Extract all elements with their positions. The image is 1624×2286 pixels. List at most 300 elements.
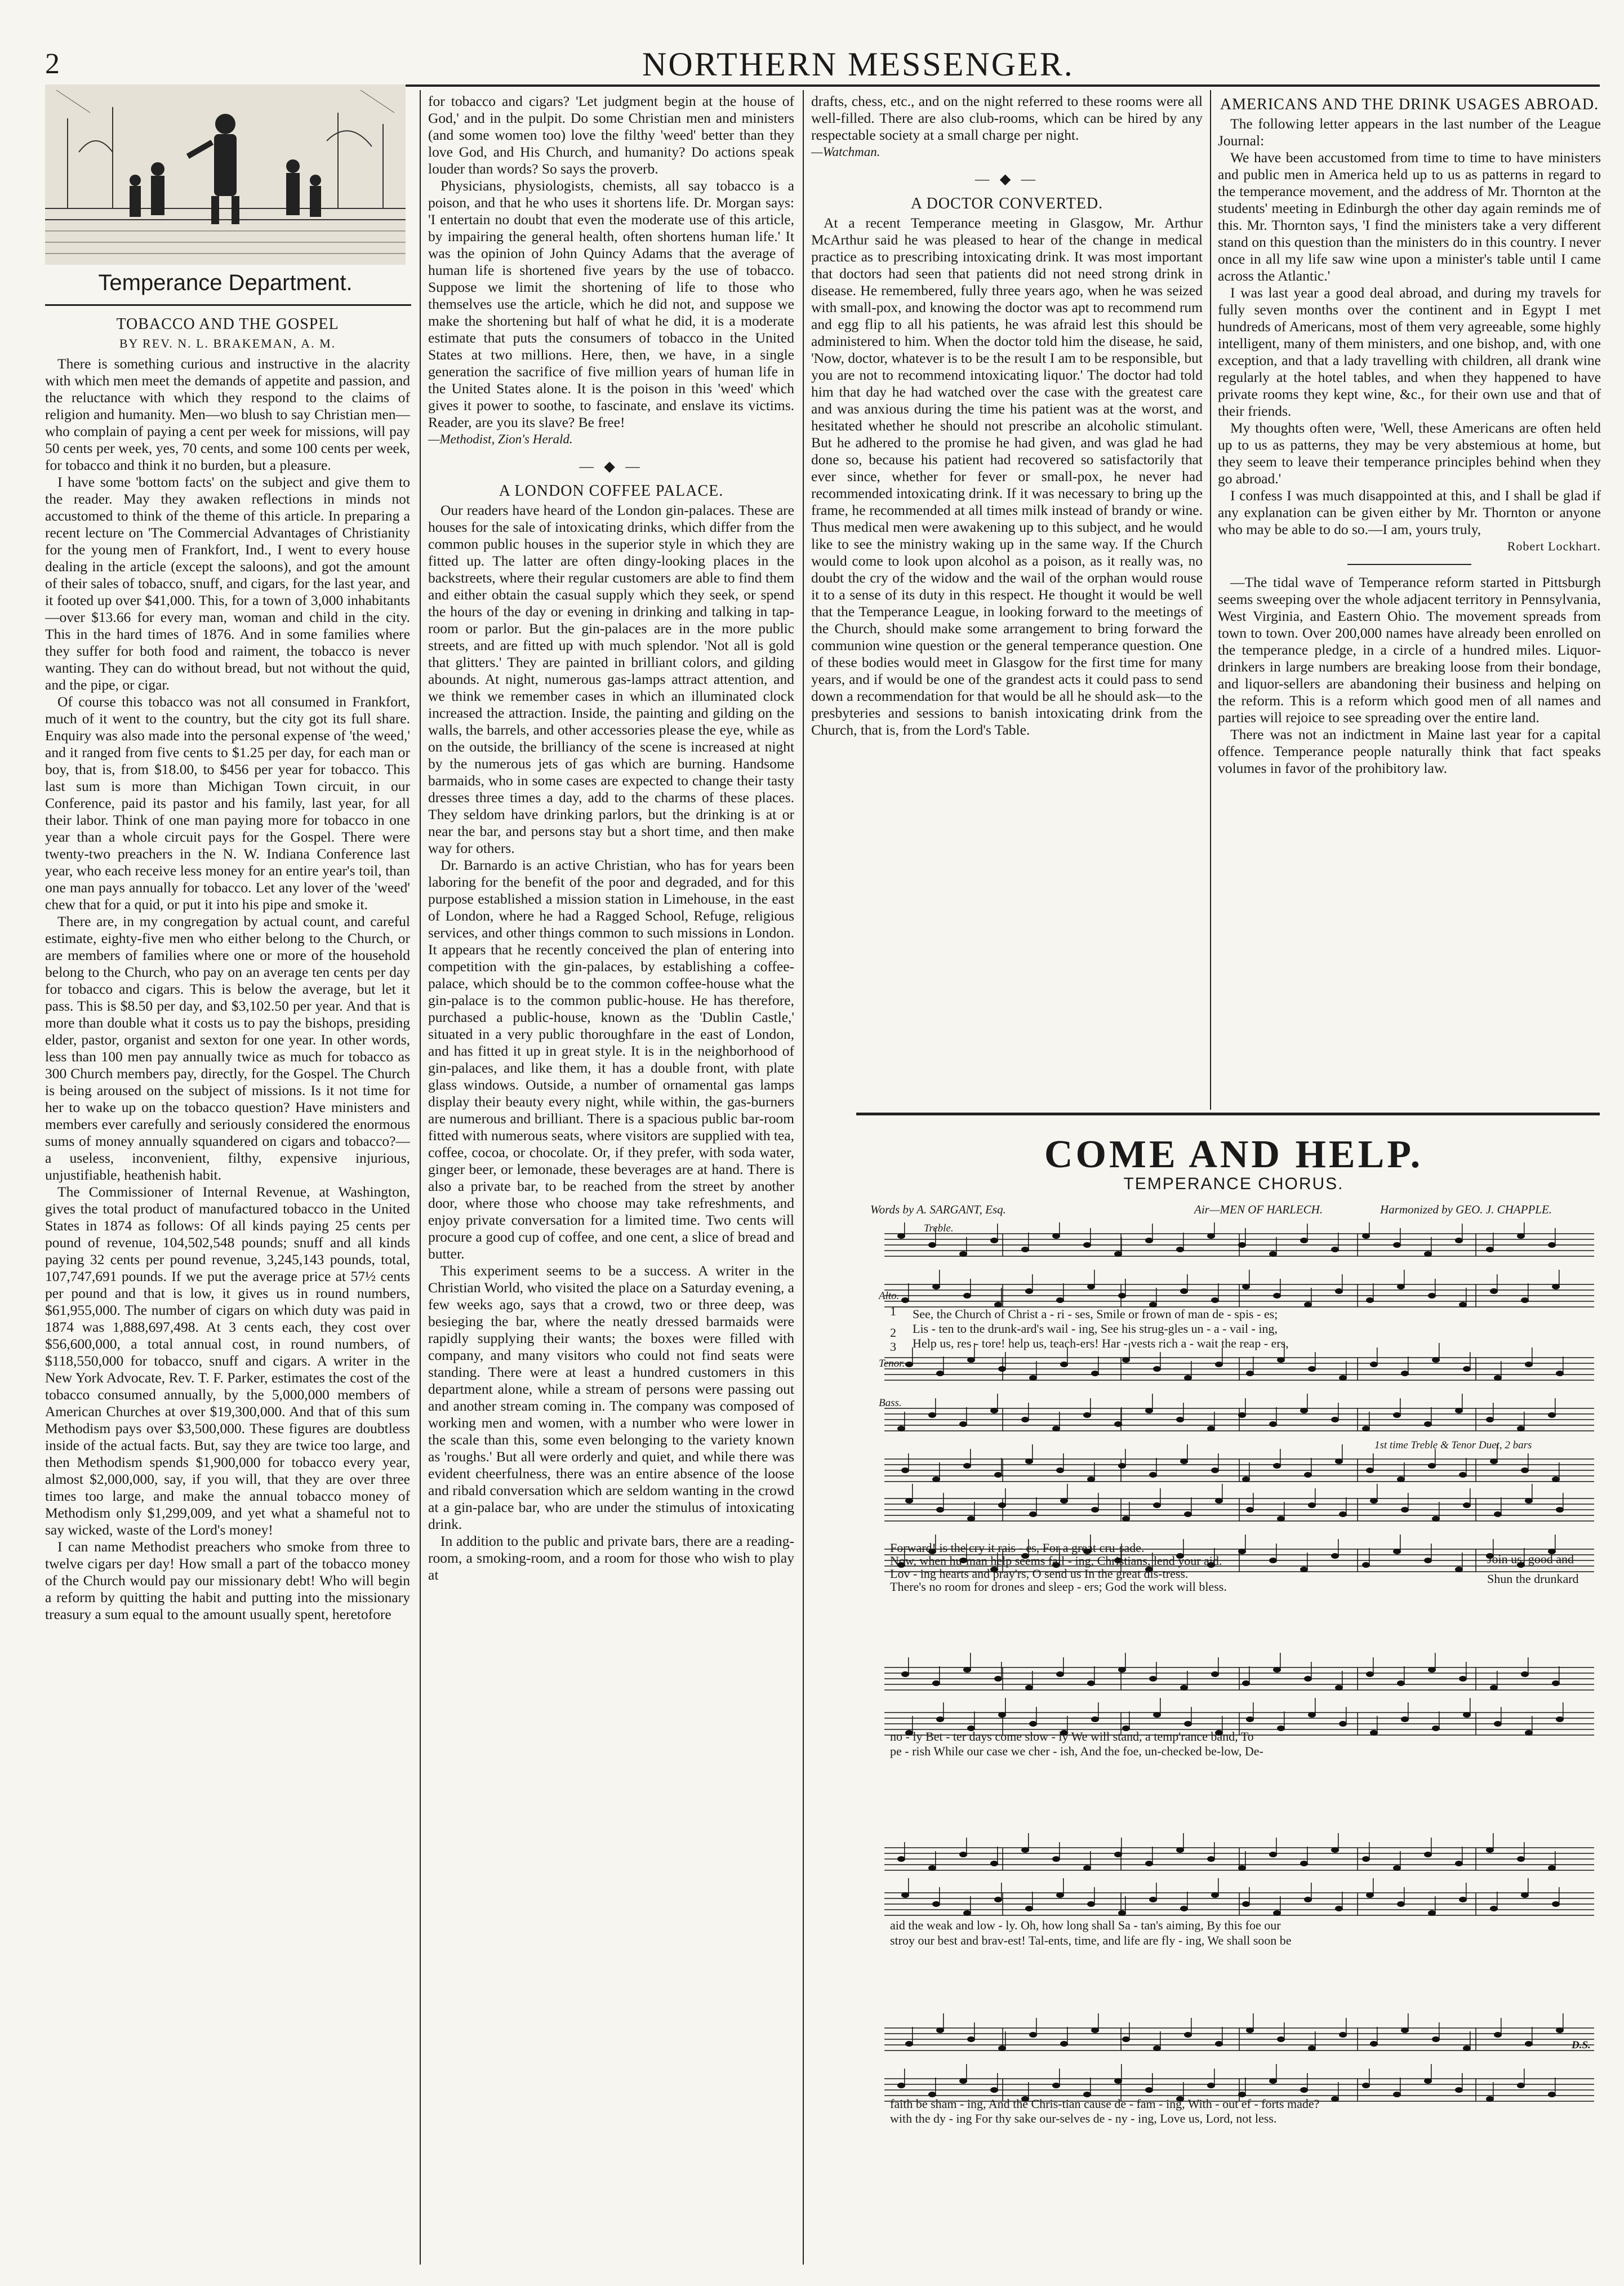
note-stem — [1501, 1361, 1502, 1378]
note-head — [1052, 1233, 1060, 1239]
note-stem — [1005, 1488, 1006, 1505]
note-head — [1463, 1502, 1471, 1508]
note-head — [1490, 1685, 1498, 1691]
note-head — [1521, 1892, 1529, 1898]
paragraph: Dr. Barnardo is an active Christian, who has for years been laboring for the benefit of the poor and degraded, and for this purpose established a mission station in Limehouse, in the east of London, where he had a Ragged School, Refuge, religious services, and other things common to such missions in London. It appears that he recently conceived the plan of entering into competition with the gin-palaces, by establishing a coffee-palace, which should be to the common coffee-house what the gin-palace is to the common public-house. He has therefore, purchased a public-house, known as the 'Dublin Castle,' situated in a very public thoroughfare in the east of London, and has fitted it up in great style. It is in the neighborhood of gin-palaces, and like them, it has a double front, with plate glass windows. Outside, a number of ornamental gas lamps display their beauty every night, while within, the gas-burners are numerous and brilliant. There is a spacious public bar-room fitted with numerous seats, where visitors are supplied with tea, coffee, cocoa, or chocolate. Or, if they prefer, with soda water, ginger beer, or lemonade, these beverages are at hand. There is also a private bar, to be reached from the street by another door, where those who choose may take refreshments, and enjoy private conversation for a limited time. Two cents will procure a good cup of coffee, and one cent, a slice of bread and butter. — [428, 857, 794, 1262]
note-head — [1211, 1671, 1219, 1677]
note-stem — [1470, 1352, 1471, 1369]
note-head — [1494, 1721, 1502, 1727]
note-stem — [1129, 1711, 1130, 1728]
note-stem — [943, 1702, 944, 1719]
note-stem — [1501, 1497, 1502, 1514]
note-stem — [974, 2022, 975, 2039]
note-head — [1428, 1293, 1436, 1298]
note-head — [990, 2087, 998, 2093]
paragraph: for tobacco and cigars? 'Let judgment begin at the house of God,' and in the pulpit. Do some Christian men and ministers (and some women too) love the filthy 'weed' better than they love God, and His Church, and humanity? Do actions speak louder than words? So says the proverb. — [428, 93, 794, 177]
note-stem — [1156, 1288, 1157, 1305]
note-stem — [1214, 1842, 1215, 1859]
note-stem — [1094, 1887, 1095, 1904]
note-head — [1552, 1284, 1560, 1289]
note-stem — [1532, 2027, 1533, 2044]
note-head — [1277, 1725, 1285, 1731]
note-head — [998, 2045, 1006, 2051]
note-stem — [1532, 1484, 1533, 1501]
note-head — [1552, 1476, 1560, 1482]
note-head — [1401, 1507, 1409, 1513]
note-stem — [1307, 1847, 1308, 1864]
note-head — [1401, 1371, 1409, 1376]
temperance-engraving — [45, 84, 406, 265]
note-stem — [1191, 1707, 1192, 1724]
note-stem — [1125, 1449, 1126, 1466]
note-stem — [1222, 2027, 1223, 2044]
note-stem — [970, 1449, 971, 1466]
paragraph: drafts, chess, etc., and on the night referred to these rooms were all well-filled. There are also club-rooms, which can be hired by any respectable society at a small charge per night. — [811, 93, 1203, 143]
paragraph: I was last year a good deal abroad, and during my travels for fully seven months over the continent and in Egypt I met hundreds of Americans, most of them very agreeable, some highly intelligent, many of them ministers, and one bishop, and, with one exception, and that a lady travelling with children, all drank wine regularly at the hotel tables, and when they happened to have private rooms they kept wine, &c., for their own use and that of their friends. — [1218, 284, 1601, 419]
note-stem — [1559, 1270, 1560, 1287]
note-head — [901, 1671, 909, 1677]
column-rule — [1210, 90, 1211, 1110]
newspaper-title: NORTHERN MESSENGER. — [642, 46, 1074, 83]
note-head — [1362, 1562, 1370, 1568]
note-stem — [1059, 1222, 1060, 1236]
note-stem — [1493, 1833, 1494, 1850]
note-head — [1060, 2041, 1068, 2047]
note-stem — [1245, 1851, 1246, 1868]
note-stem — [1183, 1403, 1184, 1420]
note-head — [1393, 1865, 1401, 1871]
note-stem — [1090, 2078, 1091, 2094]
page-number: 2 — [45, 48, 60, 80]
note-stem — [1183, 1833, 1184, 1850]
note-head — [1308, 1712, 1316, 1718]
column-rule — [803, 90, 804, 2265]
paragraph: In addition to the public and private bars, there are a reading-room, a smoking-room, and a room for those who wish to play at — [428, 1533, 794, 1583]
note-stem — [966, 2064, 967, 2081]
note-stem — [1404, 1270, 1405, 1287]
note-stem — [1098, 1702, 1099, 1719]
note-stem — [1036, 1497, 1037, 1514]
article-byline: BY REV. N. L. BRAKEMAN, A. M. — [119, 336, 336, 350]
note-stem — [1338, 1403, 1339, 1420]
note-stem — [1218, 1283, 1219, 1300]
note-head — [1114, 2078, 1122, 2084]
note-head — [1552, 1680, 1560, 1686]
note-head — [1021, 1847, 1029, 1853]
department-heading: Temperance Department. — [98, 270, 353, 295]
note-stem — [1125, 1653, 1126, 1670]
note-stem — [1067, 1484, 1068, 1501]
short-rule — [1347, 564, 1471, 565]
note-stem — [1338, 1539, 1339, 1556]
note-stem — [1253, 1357, 1254, 1373]
note-head — [1455, 1861, 1463, 1866]
section-ornament: — ◆ — — [579, 458, 643, 474]
lyric-line: stroy our best and brav-est! Tal-ents, time, and life are fly - ing, We shall soon be — [890, 1933, 1292, 1947]
note-head — [1153, 1366, 1161, 1372]
note-stem — [1497, 1274, 1498, 1291]
note-stem — [1400, 1535, 1401, 1551]
column-middle — [428, 93, 794, 2262]
lyric-line: pe - rish While our case we cher - ish, And the foe, un-checked be-low, De- — [890, 1744, 1263, 1758]
note-head — [1149, 1676, 1157, 1682]
note-stem — [1373, 1283, 1374, 1300]
note-stem — [1218, 1453, 1219, 1470]
note-stem — [1466, 1288, 1467, 1305]
note-head — [1300, 1861, 1308, 1866]
note-head — [1269, 1251, 1277, 1257]
note-stem — [974, 1502, 975, 1519]
note-head — [1300, 1567, 1308, 1572]
note-head — [1494, 1511, 1502, 1517]
note-head — [998, 1712, 1006, 1718]
paragraph: —The tidal wave of Temperance reform started in Pittsburgh seems sweeping over the whole adjacent territory in Pennsylvania, West Virginia, and Eastern Ohio. The movement spreads from town to town. Over 200,000 names have already been enrolled on the temperance pledge, in a circle of a hundred miles. Liquor-drinkers in large numbers are breaking loose from their bondage, and liquor-sellers are abandoning their business and helping on the reform. This is a reform which good men of all names and parties will rejoice to see spreading over the entire land. — [1218, 574, 1601, 726]
note-stem — [908, 1453, 909, 1470]
note-head — [1432, 1357, 1440, 1363]
note-stem — [1338, 1833, 1339, 1850]
note-stem — [1563, 1702, 1564, 1719]
note-stem — [1315, 1352, 1316, 1369]
letter-signature: Robert Lockhart. — [1507, 539, 1601, 553]
note-head — [1242, 1680, 1250, 1686]
note-head — [1521, 1297, 1529, 1303]
note-head — [1145, 1861, 1153, 1866]
note-head — [1025, 1685, 1033, 1691]
note-head — [1211, 1892, 1219, 1898]
note-stem — [939, 1666, 940, 1683]
note-stem — [1121, 1838, 1122, 1854]
note-stem — [1497, 1892, 1498, 1909]
note-head — [1277, 1516, 1285, 1522]
note-head — [1238, 1242, 1246, 1248]
note-stem — [1431, 1407, 1432, 1424]
treble-label: Treble. — [924, 1222, 954, 1234]
note-head — [963, 1667, 971, 1673]
note-stem — [1160, 1352, 1161, 1369]
note-head — [1087, 1476, 1095, 1482]
note-head — [1246, 1716, 1254, 1722]
note-stem — [1028, 1403, 1029, 1420]
note-stem — [1373, 1453, 1374, 1470]
note-stem — [997, 1847, 998, 1864]
note-head — [1118, 1293, 1126, 1298]
note-head — [1277, 1357, 1285, 1363]
note-stem — [1191, 2018, 1192, 2035]
note-stem — [904, 1842, 905, 1859]
note-stem — [1342, 1892, 1343, 1909]
note-stem — [904, 2069, 905, 2085]
note-head — [1362, 1426, 1370, 1431]
note-stem — [1559, 1666, 1560, 1683]
note-head — [990, 1408, 998, 1413]
note-head — [1428, 1910, 1436, 1916]
note-head — [1029, 1375, 1037, 1381]
note-head — [1331, 1417, 1339, 1422]
note-head — [1083, 1242, 1091, 1248]
note-stem — [1462, 1847, 1463, 1864]
note-stem — [1338, 2082, 1339, 2099]
note-stem — [1435, 1279, 1436, 1296]
note-stem — [1462, 1224, 1463, 1240]
note-head — [998, 1366, 1006, 1372]
note-stem — [1439, 1502, 1440, 1519]
paragraph: The Commissioner of Internal Revenue, at Washington, gives the total product of manufactured tobacco in the United States in 1874 as follows: Of all kinds paying 25 cents per pound of revenue, 104,502,548 pounds; snuff and all kinds paying 32 cents per pound revenue, 3,245,143 pounds, total, 107,747,691 pounds. If we put the average price at 57½ cents per pound and that is low, it gives us in round numbers, $61,955,000. The number of cigars on which duty was paid in 1874 was 1,888,697,498. At 3 cents each, they cost over $56,600,000, a total annual cost, in round numbers, of $118,550,000 for tobacco, snuff and cigars. A writer in the New York Advocate, Rev. T. F. Parker, estimates the cost of the tobacco consumed annually, by the 5,000,000 members of American Churches at over $19,300,000. And that of this sum Methodism pays over $3,500,000. These figures are doubtless inside of the actual facts. But, say they are twice too large, and then Methodism spends $1,900,000 for tobacco every year, almost $2,000,000, say, if you will, that they are over three times too large, and make the annual tobacco money of Methodism only $1,299,009, and yet what a shameful not to say wicked, waste of the Lord's money! — [45, 1184, 410, 1538]
note-head — [1393, 1549, 1401, 1554]
note-head — [1153, 1712, 1161, 1718]
alto-label: Alto. — [879, 1290, 900, 1302]
note-head — [928, 1865, 936, 1871]
note-stem — [1032, 1274, 1033, 1291]
note-stem — [1063, 1878, 1064, 1895]
note-head — [897, 2083, 905, 2088]
song-title: COME AND HELP. — [1044, 1133, 1423, 1176]
note-stem — [1098, 1357, 1099, 1373]
section-ornament: — ◆ — — [975, 171, 1039, 187]
note-stem — [1369, 1842, 1370, 1859]
duet-direction: 1st time Treble & Tenor Duet, 2 bars — [1374, 1439, 1532, 1451]
paragraph: Physicians, physiologists, chemists, all say tobacco is a poison, and that he who uses it shortens life. Dr. Morgan says: 'I entertain no doubt that even the moderate use of this article, by impairing the general health, often shortens human life.' It was the opinion of John Quincy Adams that the average of human life is shortened five years by the use of tobacco. Suppose we limit the shortening of life to those who themselves use the article, which he did not, and suppose we make the shortening but half of what he did, it is a moderate estimate that puts the consumers of tobacco in the United States at two millions. Here, then, we have, in a single generation the sacrifice of five million years of human life in the United States alone. It is the poison in this 'weed' which gives it power to soothe, to fascinate, and enslave its victims. Reader, are you its slave? Be free! — [428, 177, 794, 430]
lyric-line: Lis - ten to the drunk-ard's wail - ing, See his strug-gles un - a - vail - ing, — [913, 1322, 1278, 1336]
note-head — [1207, 1426, 1215, 1431]
note-stem — [1152, 2073, 1153, 2090]
note-stem — [1528, 1283, 1529, 1300]
song-words-credit: Words by A. SARGANT, Esq. — [870, 1203, 1006, 1216]
note-stem — [997, 1394, 998, 1411]
note-stem — [1346, 1361, 1347, 1378]
note-head — [1486, 1847, 1494, 1853]
note-stem — [1524, 2069, 1525, 2085]
note-stem — [1342, 1444, 1343, 1461]
note-stem — [912, 1484, 913, 1501]
note-stem — [1555, 2078, 1556, 2094]
note-stem — [1466, 1662, 1467, 1679]
note-head — [1211, 1467, 1219, 1473]
note-head — [1331, 1247, 1339, 1252]
note-head — [1273, 1667, 1281, 1673]
note-stem — [1524, 1842, 1525, 1859]
column-right — [1218, 93, 1601, 1107]
note-head — [994, 1472, 1002, 1478]
note-head — [1273, 1910, 1281, 1916]
note-head — [1238, 1549, 1246, 1554]
note-stem — [1001, 1288, 1002, 1305]
note-head — [959, 1251, 967, 1257]
note-stem — [1462, 2073, 1463, 2090]
note-head — [1145, 2087, 1153, 2093]
note-stem — [904, 1412, 905, 1429]
note-head — [963, 1910, 971, 1916]
note-head — [1238, 1412, 1246, 1418]
note-head — [1463, 2045, 1471, 2051]
note-stem — [1431, 1237, 1432, 1254]
note-stem — [1036, 1707, 1037, 1724]
note-head — [1114, 1421, 1122, 1427]
note-stem — [1214, 1222, 1215, 1236]
note-stem — [1307, 1394, 1308, 1411]
note-head — [1273, 1293, 1281, 1298]
note-stem — [997, 1224, 998, 1240]
note-head — [932, 1680, 940, 1686]
note-head — [1118, 1667, 1126, 1673]
song-air-credit: Air—MEN OF HARLECH. — [1194, 1203, 1323, 1216]
note-stem — [1493, 1233, 1494, 1249]
note-head — [1114, 1251, 1122, 1257]
note-head — [967, 1357, 975, 1363]
note-stem — [1245, 1398, 1246, 1415]
note-head — [1056, 1671, 1064, 1677]
note-head — [1114, 1852, 1122, 1857]
note-head — [1300, 2087, 1308, 2093]
note-head — [1370, 1362, 1378, 1367]
paragraph: My thoughts often were, 'Well, these Americans are often held up to us as patterns, they may be very abstemious at home, but they seem to leave their temperance principles behind when they go abroad.' — [1218, 420, 1601, 487]
note-stem — [1059, 2069, 1060, 2085]
note-head — [1459, 1302, 1467, 1307]
note-stem — [1152, 1394, 1153, 1411]
note-head — [967, 1516, 975, 1522]
note-head — [1339, 1375, 1347, 1381]
note-stem — [1001, 1458, 1002, 1475]
note-head — [1362, 2083, 1370, 2088]
note-head — [1091, 1371, 1099, 1376]
note-head — [1486, 1417, 1494, 1422]
lyric-line: See, the Church of Christ a - ri - ses, Smile or frown of man de - spis - es; — [913, 1307, 1278, 1321]
note-stem — [1377, 2027, 1378, 2044]
note-head — [901, 1892, 909, 1898]
note-stem — [939, 1887, 940, 1904]
lyric-line: aid the weak and low - ly. Oh, how long shall Sa - tan's aiming, By this foe our — [890, 1918, 1281, 1932]
note-head — [1397, 1680, 1405, 1686]
note-head — [897, 1426, 905, 1431]
note-head — [1517, 2083, 1525, 2088]
note-stem — [1373, 1657, 1374, 1674]
note-head — [1331, 1847, 1339, 1853]
note-stem — [1028, 1833, 1029, 1850]
note-head — [905, 1362, 913, 1367]
note-stem — [1005, 1698, 1006, 1715]
paragraph: I confess I was much disappointed at this, and I shall be glad if any explanation can be given either by Mr. Thornton or anyone who may be able to do so.—I am, yours truly, — [1218, 487, 1601, 537]
music-top-rule — [856, 1113, 1600, 1115]
note-stem — [1307, 1553, 1308, 1569]
note-stem — [1276, 1407, 1277, 1424]
article-title-doctor: A DOCTOR CONVERTED. — [910, 195, 1104, 212]
note-head — [1300, 1238, 1308, 1243]
note-head — [1362, 1856, 1370, 1862]
note-stem — [1493, 1403, 1494, 1420]
note-stem — [1005, 2031, 1006, 2048]
note-head — [936, 2027, 944, 2033]
article-title-coffee-palace: A LONDON COFFEE PALACE. — [499, 482, 724, 500]
note-stem — [1346, 1497, 1347, 1514]
note-stem — [1187, 1892, 1188, 1909]
note-head — [1149, 1897, 1157, 1902]
note-head — [1339, 2032, 1347, 2038]
note-head — [1370, 1498, 1378, 1504]
note-head — [1060, 1498, 1068, 1504]
note-head — [1525, 2041, 1533, 2047]
note-head — [1242, 1476, 1250, 1482]
note-stem — [1342, 1274, 1343, 1291]
note-head — [1242, 1284, 1250, 1289]
note-head — [1029, 1511, 1037, 1517]
note-head — [1455, 1567, 1463, 1572]
note-head — [1184, 1375, 1192, 1381]
note-head — [1548, 1865, 1556, 1871]
note-stem — [1160, 1488, 1161, 1505]
note-stem — [1400, 2078, 1401, 2094]
note-stem — [1059, 1842, 1060, 1859]
note-head — [959, 1421, 967, 1427]
note-head — [1246, 1371, 1254, 1376]
note-stem — [1400, 1398, 1401, 1415]
note-stem — [1063, 1283, 1064, 1300]
note-stem — [1036, 2018, 1037, 2035]
note-head — [1455, 1238, 1463, 1243]
note-stem — [1408, 2013, 1409, 2030]
note-head — [1246, 2027, 1254, 2033]
note-head — [1424, 1852, 1432, 1857]
note-stem — [904, 1222, 905, 1236]
note-stem — [1439, 1343, 1440, 1360]
department-rule — [45, 304, 411, 306]
note-stem — [1191, 1497, 1192, 1514]
note-stem — [1001, 1883, 1002, 1900]
note-stem — [1470, 2031, 1471, 2048]
note-head — [1463, 1712, 1471, 1718]
note-head — [1556, 1371, 1564, 1376]
note-head — [1335, 1906, 1343, 1911]
note-head — [1432, 1725, 1440, 1731]
note-head — [1548, 1412, 1556, 1418]
note-stem — [1528, 1453, 1529, 1470]
note-stem — [1245, 2078, 1246, 2094]
note-stem — [1156, 1883, 1157, 1900]
note-stem — [1214, 2069, 1215, 2085]
note-stem — [1276, 1237, 1277, 1254]
note-head — [932, 1476, 940, 1482]
note-head — [1153, 1502, 1161, 1508]
column-right-middle — [811, 93, 1203, 1107]
note-head — [1215, 1498, 1223, 1504]
note-stem — [1090, 1398, 1091, 1415]
note-stem — [935, 2078, 936, 2094]
note-stem — [1094, 1666, 1095, 1683]
paragraph: There are, in my congregation by actual count, and careful estimate, eighty-five men who either belong to the Church, or are members of families where one or more of the household belong to the Church, who pay on an average ten cents per day for tobacco and cigars. This is below the average, but let it pass. This is $8.50 per day, and $3,102.50 per year. And that is more than double what it costs us to pay the bishops, presiding elder, pastor, organist and sexton for one year. In other words, less than 100 men pay annually twice as much for tobacco as 300 Church members pay, directly, for the Gospel. The Church is being aroused on the subject of missions. Is it not time for her to wake up on the tobacco question? Have ministers and members ever carefully and seriously considered the enormous sums of money annually squandered on cigars and tobacco?—a useless, inconvenient, filthy, expensive injurious, unjustifiable, heathenish habit. — [45, 913, 410, 1183]
note-stem — [1311, 1458, 1312, 1475]
note-head — [1242, 1901, 1250, 1907]
note-head — [1052, 2083, 1060, 2088]
note-stem — [1032, 1671, 1033, 1688]
lyric-line: Help us, res - tore! help us, teach-ers! Har - vests rich a - wait the reap - ers, — [913, 1336, 1289, 1350]
note-head — [1331, 1553, 1339, 1559]
tenor-label: Tenor. — [879, 1358, 905, 1369]
note-stem — [1284, 1502, 1285, 1519]
note-head — [1339, 1511, 1347, 1517]
note-stem — [1563, 1493, 1564, 1510]
note-head — [1176, 1247, 1184, 1252]
note-stem — [997, 2073, 998, 2090]
note-head — [1056, 1467, 1064, 1473]
note-head — [1370, 1730, 1378, 1736]
note-stem — [1253, 1493, 1254, 1510]
note-stem — [1377, 1347, 1378, 1364]
note-stem — [908, 1878, 909, 1895]
note-stem — [1408, 1357, 1409, 1373]
note-head — [1393, 1412, 1401, 1418]
note-head — [1331, 2096, 1339, 2102]
note-head — [1122, 2036, 1130, 2042]
note-stem — [1435, 1896, 1436, 1913]
note-stem — [1431, 1544, 1432, 1560]
